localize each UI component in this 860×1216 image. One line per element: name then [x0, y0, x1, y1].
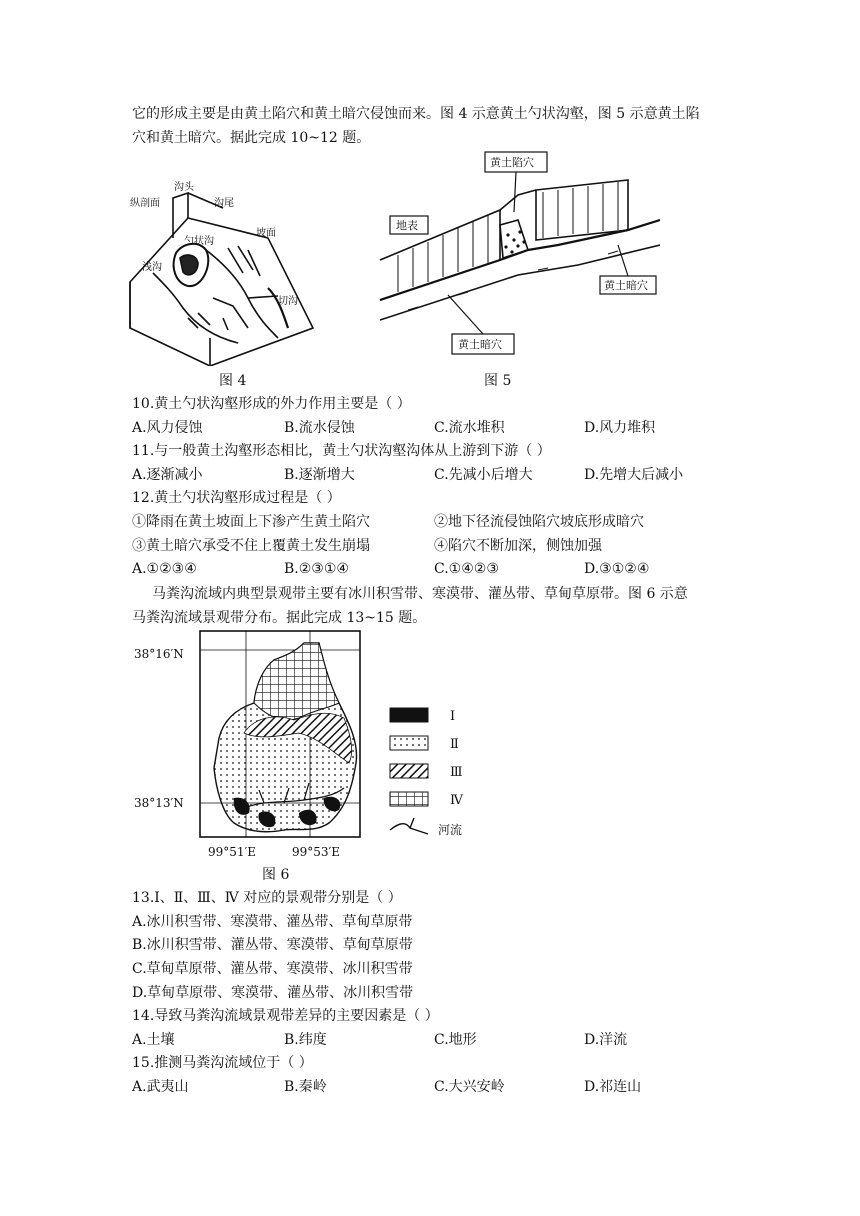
figure-6-landscape-map [134, 628, 484, 860]
intro-line-1: 它的形成主要是由黄土陷穴和黄土暗穴侵蚀而来。图 4 示意黄土勺状沟壑，图 5 示意黄土陷 [132, 106, 700, 122]
q15-stem: 15.推测马粪沟流域位于（ ） [132, 1055, 313, 1071]
legend-label-1: Ⅰ [450, 709, 456, 724]
q11-option-a[interactable]: A.逐渐减小 [132, 467, 203, 483]
q15-option-d[interactable]: D.祁连山 [584, 1079, 642, 1095]
q14-option-b[interactable]: B.纬度 [284, 1032, 327, 1048]
q10-option-a[interactable]: A.风力侵蚀 [132, 420, 203, 436]
fig6-lon-right: 99°53′E [292, 845, 341, 859]
fig4-label-qiegou: 切沟 [278, 296, 298, 307]
q13-option-c[interactable]: C.草甸草原带、灌丛带、寒漠带、冰川积雪带 [132, 961, 413, 977]
legend-swatch-1 [390, 708, 428, 722]
fig6-lon-left: 99°51′E [208, 845, 257, 859]
fig4-label-gouwei: 沟尾 [214, 198, 234, 209]
q11-option-c[interactable]: C.先减小后增大 [434, 467, 533, 483]
legend-label-3: Ⅲ [450, 765, 463, 780]
q10-option-b[interactable]: B.流水侵蚀 [284, 420, 355, 436]
q10-stem: 10.黄土勺状沟壑形成的外力作用主要是（ ） [132, 396, 411, 412]
figure-5-caption: 图 5 [484, 373, 512, 389]
fig4-label-qiangou: 浅沟 [142, 262, 162, 273]
fig6-lat-top: 38°16′N [134, 647, 184, 661]
q13-option-a[interactable]: A.冰川积雪带、寒漠带、灌丛带、草甸草原带 [132, 914, 413, 930]
fig4-label-zongpoumian: 纵剖面 [130, 198, 160, 209]
intro2-line-1: 马粪沟流域内典型景观带主要有冰川积雪带、寒漠带、灌丛带、草甸草原带。图 6 示意 [152, 586, 688, 602]
legend-label-2: Ⅱ [450, 737, 459, 752]
fig5-label-anxue-right: 黄土暗穴 [604, 279, 648, 292]
q12-stem: 12.黄土勺状沟壑形成过程是（ ） [132, 490, 341, 506]
intro-line-2: 穴和黄土暗穴。据此完成 10~12 题。 [132, 130, 371, 146]
q14-option-a[interactable]: A.土壤 [132, 1032, 175, 1048]
q11-stem: 11.与一般黄土沟壑形态相比，黄土勺状沟壑沟体从上游到下游（ ） [132, 443, 551, 459]
legend-label-river: 河流 [438, 823, 463, 837]
fig4-label-goutou: 沟头 [174, 182, 194, 193]
legend-swatch-2 [390, 736, 428, 750]
q12-statement-3: ③黄土暗穴承受不住上覆黄土发生崩塌 [132, 538, 370, 554]
q12-statement-2: ②地下径流侵蚀陷穴坡底形成暗穴 [434, 514, 644, 530]
figure-6-caption: 图 6 [262, 867, 290, 883]
q12-statement-1: ①降雨在黄土坡面上下渗产生黄土陷穴 [132, 514, 370, 530]
q10-option-d[interactable]: D.风力堆积 [584, 420, 656, 436]
q12-option-b[interactable]: B.②③①④ [284, 561, 349, 577]
q13-stem: 13.Ⅰ、Ⅱ、Ⅲ、Ⅳ 对应的景观带分别是（ ） [132, 890, 402, 906]
fig5-label-anxue-bottom: 黄土暗穴 [458, 338, 502, 351]
legend-river-symbol [390, 818, 428, 834]
q14-option-c[interactable]: C.地形 [434, 1032, 477, 1048]
legend-swatch-3 [390, 764, 428, 778]
q14-stem: 14.导致马粪沟流域景观带差异的主要因素是（ ） [132, 1008, 439, 1024]
q15-option-b[interactable]: B.秦岭 [284, 1079, 327, 1095]
intro2-line-2: 马粪沟流域景观带分布。据此完成 13~15 题。 [132, 610, 427, 626]
q12-statement-4: ④陷穴不断加深，侧蚀加强 [434, 538, 602, 554]
q12-option-a[interactable]: A.①②③④ [132, 561, 197, 577]
fig6-lat-bottom: 38°13′N [134, 796, 184, 810]
q12-option-c[interactable]: C.①④②③ [434, 561, 499, 577]
fig5-label-dibiao: 地表 [396, 219, 418, 232]
legend-swatch-4 [390, 792, 428, 806]
fig4-label-pomian: 坡面 [256, 228, 276, 239]
q13-option-b[interactable]: B.冰川积雪带、灌丛带、寒漠带、草甸草原带 [132, 937, 413, 953]
q10-option-c[interactable]: C.流水堆积 [434, 420, 505, 436]
fig6-legend [390, 708, 464, 837]
q15-option-c[interactable]: C.大兴安岭 [434, 1079, 505, 1095]
fig4-label-shaozhuanggou: 勺状沟 [184, 236, 214, 247]
q13-option-d[interactable]: D.草甸草原带、寒漠带、灌丛带、冰川积雪带 [132, 985, 414, 1001]
figure-4-gully-sketch [128, 178, 318, 366]
figure-4-caption: 图 4 [219, 373, 247, 389]
q11-option-b[interactable]: B.逐渐增大 [284, 467, 355, 483]
fig5-label-xianxue: 黄土陷穴 [490, 156, 534, 169]
figure-5-pit-cave-sketch [378, 150, 660, 362]
q12-option-d[interactable]: D.③①②④ [584, 561, 650, 577]
q15-option-a[interactable]: A.武夷山 [132, 1079, 189, 1095]
legend-label-4: Ⅳ [450, 793, 463, 808]
q14-option-d[interactable]: D.洋流 [584, 1032, 628, 1048]
q11-option-d[interactable]: D.先增大后减小 [584, 467, 684, 483]
